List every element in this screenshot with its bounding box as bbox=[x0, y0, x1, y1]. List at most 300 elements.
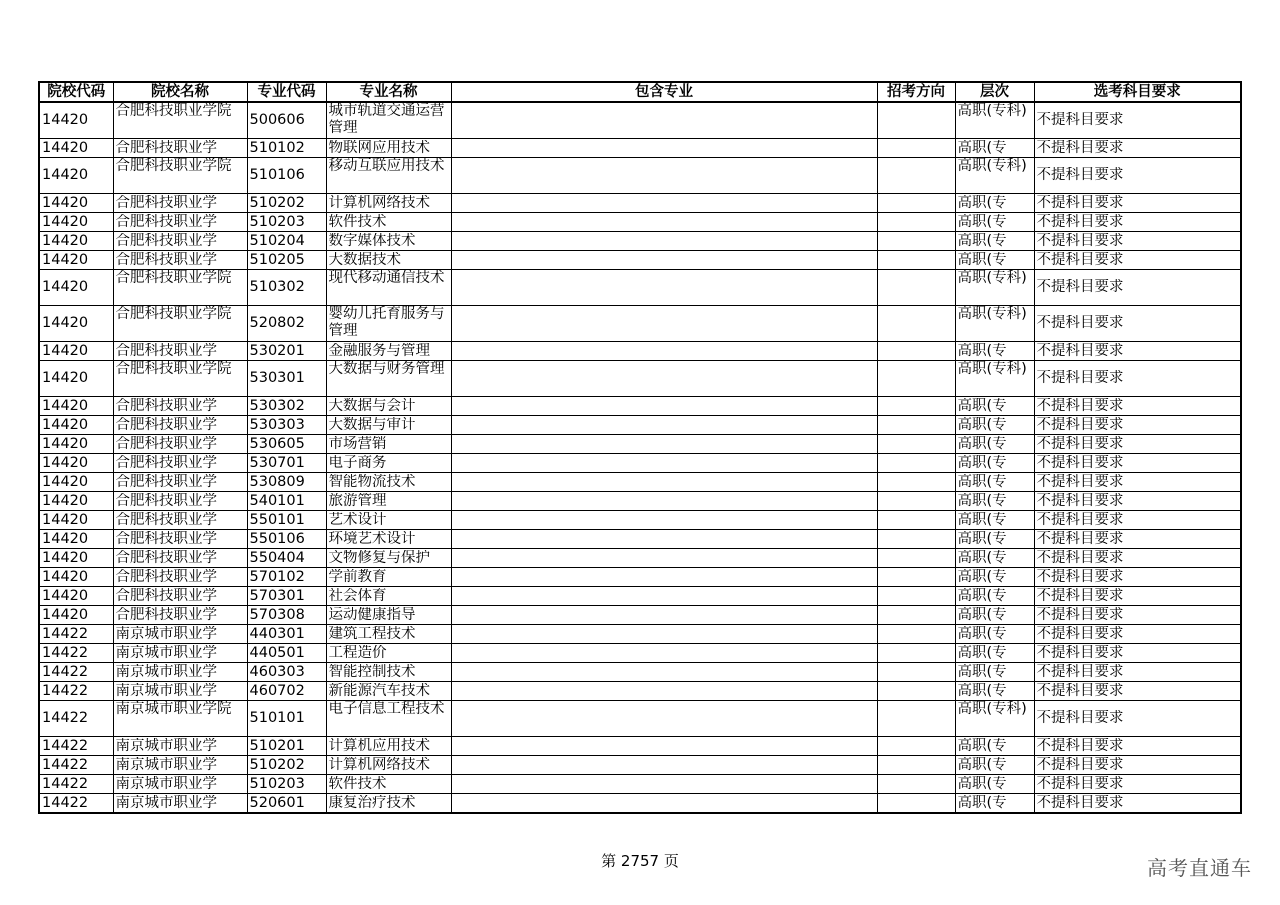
cell-school-name-text: 合肥科技职业学 bbox=[115, 492, 217, 509]
cell-subject-requirement bbox=[1034, 416, 1241, 435]
cell-direction bbox=[877, 794, 955, 814]
cell-major-name-text: 艺术设计 bbox=[328, 511, 387, 528]
cell-level-text: 高职(专 bbox=[957, 606, 1007, 623]
table-row bbox=[39, 361, 1241, 397]
cell-subject-requirement-text: 不提科目要求 bbox=[1036, 663, 1124, 680]
cell-major-name bbox=[326, 587, 451, 606]
cell-included-majors-text bbox=[454, 795, 877, 812]
cell-direction bbox=[877, 416, 955, 435]
cell-school-code-text: 14422 bbox=[42, 710, 89, 726]
cell-level bbox=[955, 397, 1034, 416]
cell-included-majors-text bbox=[454, 195, 877, 212]
table-row bbox=[39, 473, 1241, 492]
table-row bbox=[39, 492, 1241, 511]
cell-direction bbox=[877, 102, 955, 139]
cell-school-code-text: 14420 bbox=[42, 167, 89, 183]
cell-subject-requirement bbox=[1034, 701, 1241, 737]
cell-school-code bbox=[39, 775, 113, 794]
cell-subject-requirement bbox=[1034, 194, 1241, 213]
cell-major-name-text: 计算机网络技术 bbox=[328, 756, 430, 773]
cell-major-code bbox=[247, 102, 326, 139]
cell-subject-requirement bbox=[1034, 756, 1241, 775]
cell-subject-requirement bbox=[1034, 397, 1241, 416]
cell-level-text: 高职(专 bbox=[957, 644, 1007, 661]
cell-major-code-text: 520802 bbox=[249, 315, 305, 331]
watermark-logo-text: 高考直通车 bbox=[1147, 856, 1252, 880]
cell-major-name-text: 文物修复与保护 bbox=[328, 549, 430, 566]
cell-major-code-text: 520601 bbox=[249, 794, 305, 811]
cell-major-code-text: 510204 bbox=[249, 232, 305, 249]
cell-major-name bbox=[326, 737, 451, 756]
cell-direction bbox=[877, 454, 955, 473]
cell-subject-requirement-text: 不提科目要求 bbox=[1036, 737, 1124, 754]
cell-major-code-text: 510302 bbox=[249, 279, 305, 295]
page-number: 第 2757 页 bbox=[601, 852, 679, 870]
table-row bbox=[39, 454, 1241, 473]
cell-major-name-text: 大数据技术 bbox=[328, 251, 401, 268]
table-row bbox=[39, 511, 1241, 530]
cell-school-name-text: 合肥科技职业学院 bbox=[115, 361, 232, 377]
cell-included-majors bbox=[451, 454, 877, 473]
cell-major-name-text: 移动互联应用技术 bbox=[328, 158, 445, 174]
cell-school-code-text: 14422 bbox=[42, 737, 89, 754]
cell-direction-text bbox=[880, 607, 955, 624]
cell-school-code-text: 14420 bbox=[42, 435, 89, 452]
cell-included-majors bbox=[451, 625, 877, 644]
cell-level bbox=[955, 587, 1034, 606]
table-row bbox=[39, 213, 1241, 232]
cell-major-code bbox=[247, 756, 326, 775]
cell-school-name bbox=[113, 232, 247, 251]
cell-major-code bbox=[247, 568, 326, 587]
cell-level-text: 高职(专 bbox=[957, 530, 1007, 547]
cell-level-text: 高职(专科) bbox=[957, 361, 1027, 377]
cell-major-code-text: 530201 bbox=[249, 342, 305, 359]
cell-direction-text bbox=[880, 417, 955, 434]
cell-school-name bbox=[113, 416, 247, 435]
cell-school-name-text: 合肥科技职业学 bbox=[115, 530, 217, 547]
cell-included-majors bbox=[451, 492, 877, 511]
cell-school-name-text: 合肥科技职业学 bbox=[115, 139, 217, 156]
cell-direction-text bbox=[880, 455, 955, 472]
cell-school-name bbox=[113, 663, 247, 682]
cell-subject-requirement-text: 不提科目要求 bbox=[1036, 194, 1124, 211]
cell-direction-text bbox=[880, 512, 955, 529]
cell-level bbox=[955, 737, 1034, 756]
cell-major-code-text: 570102 bbox=[249, 568, 305, 585]
cell-included-majors bbox=[451, 794, 877, 814]
cell-level bbox=[955, 102, 1034, 139]
cell-direction-text bbox=[880, 531, 955, 548]
cell-level bbox=[955, 232, 1034, 251]
cell-direction-text bbox=[880, 436, 955, 453]
cell-subject-requirement bbox=[1034, 682, 1241, 701]
cell-included-majors bbox=[451, 213, 877, 232]
cell-school-name bbox=[113, 644, 247, 663]
cell-school-code bbox=[39, 737, 113, 756]
cell-included-majors-text bbox=[454, 607, 877, 624]
cell-direction bbox=[877, 549, 955, 568]
cell-school-code bbox=[39, 454, 113, 473]
cell-level bbox=[955, 511, 1034, 530]
cell-school-name-text: 合肥科技职业学 bbox=[115, 511, 217, 528]
table-row bbox=[39, 435, 1241, 454]
cell-included-majors-text bbox=[454, 645, 877, 662]
cell-subject-requirement bbox=[1034, 606, 1241, 625]
cell-level-text: 高职(专科) bbox=[957, 158, 1027, 174]
table-row bbox=[39, 232, 1241, 251]
cell-level-text: 高职(专 bbox=[957, 794, 1007, 811]
cell-major-name bbox=[326, 139, 451, 158]
cell-included-majors-text bbox=[454, 436, 877, 453]
cell-major-code-text: 510106 bbox=[249, 167, 305, 183]
cell-included-majors bbox=[451, 158, 877, 194]
cell-major-name-text: 物联网应用技术 bbox=[328, 139, 430, 156]
cell-major-code bbox=[247, 663, 326, 682]
cell-level bbox=[955, 194, 1034, 213]
table-body bbox=[39, 102, 1241, 813]
cell-included-majors bbox=[451, 737, 877, 756]
cell-subject-requirement-text: 不提科目要求 bbox=[1036, 625, 1124, 642]
cell-major-code-text: 510101 bbox=[249, 710, 305, 726]
cell-level-text: 高职(专 bbox=[957, 737, 1007, 754]
cell-direction-text bbox=[880, 757, 955, 774]
cell-school-code-text: 14420 bbox=[42, 454, 89, 471]
cell-subject-requirement bbox=[1034, 342, 1241, 361]
cell-school-name-text: 合肥科技职业学 bbox=[115, 251, 217, 268]
cell-school-name-text: 南京城市职业学 bbox=[115, 775, 217, 792]
cell-major-name-text: 计算机应用技术 bbox=[328, 737, 430, 754]
cell-included-majors bbox=[451, 775, 877, 794]
cell-school-name bbox=[113, 794, 247, 814]
cell-school-code bbox=[39, 644, 113, 663]
cell-level bbox=[955, 606, 1034, 625]
cell-subject-requirement bbox=[1034, 492, 1241, 511]
cell-major-code-text: 550106 bbox=[249, 530, 305, 547]
cell-level bbox=[955, 663, 1034, 682]
cell-major-code-text: 530701 bbox=[249, 454, 305, 471]
cell-school-code-text: 14422 bbox=[42, 625, 89, 642]
cell-subject-requirement-text: 不提科目要求 bbox=[1036, 454, 1124, 471]
cell-subject-requirement-text: 不提科目要求 bbox=[1036, 473, 1124, 490]
cell-school-name bbox=[113, 139, 247, 158]
cell-major-name bbox=[326, 644, 451, 663]
cell-major-code-text: 530303 bbox=[249, 416, 305, 433]
cell-subject-requirement-text: 不提科目要求 bbox=[1036, 342, 1124, 359]
cell-direction bbox=[877, 587, 955, 606]
cell-level-text: 高职(专 bbox=[957, 213, 1007, 230]
cell-school-code-text: 14420 bbox=[42, 112, 89, 128]
cell-direction-text bbox=[880, 683, 955, 700]
table-row bbox=[39, 775, 1241, 794]
cell-included-majors bbox=[451, 473, 877, 492]
cell-included-majors-text bbox=[454, 233, 877, 250]
cell-major-code-text: 530301 bbox=[249, 370, 305, 386]
admissions-table bbox=[38, 81, 1242, 814]
table-row bbox=[39, 663, 1241, 682]
cell-included-majors bbox=[451, 342, 877, 361]
cell-subject-requirement-text: 不提科目要求 bbox=[1036, 568, 1124, 585]
cell-major-name-text: 大数据与会计 bbox=[328, 397, 416, 414]
cell-major-code-text: 460702 bbox=[249, 682, 305, 699]
cell-subject-requirement bbox=[1034, 232, 1241, 251]
cell-included-majors bbox=[451, 232, 877, 251]
cell-school-name bbox=[113, 530, 247, 549]
cell-direction-text bbox=[880, 795, 955, 812]
cell-subject-requirement bbox=[1034, 270, 1241, 306]
cell-major-code-text: 530302 bbox=[249, 397, 305, 414]
cell-included-majors bbox=[451, 606, 877, 625]
cell-major-code-text: 550404 bbox=[249, 549, 305, 566]
cell-level bbox=[955, 454, 1034, 473]
cell-major-name-text: 康复治疗技术 bbox=[328, 794, 416, 811]
cell-direction bbox=[877, 361, 955, 397]
cell-school-code bbox=[39, 756, 113, 775]
cell-direction bbox=[877, 213, 955, 232]
cell-major-name bbox=[326, 416, 451, 435]
cell-direction bbox=[877, 158, 955, 194]
cell-major-code bbox=[247, 473, 326, 492]
cell-subject-requirement bbox=[1034, 139, 1241, 158]
cell-direction-text bbox=[880, 252, 955, 269]
cell-school-code-text: 14420 bbox=[42, 194, 89, 211]
cell-subject-requirement bbox=[1034, 587, 1241, 606]
cell-school-name-text: 合肥科技职业学 bbox=[115, 232, 217, 249]
cell-major-code bbox=[247, 625, 326, 644]
cell-major-name bbox=[326, 794, 451, 814]
cell-major-code bbox=[247, 587, 326, 606]
cell-level-text: 高职(专 bbox=[957, 756, 1007, 773]
cell-major-code bbox=[247, 511, 326, 530]
cell-direction-text bbox=[880, 140, 955, 157]
cell-school-name bbox=[113, 625, 247, 644]
cell-included-majors-text bbox=[454, 588, 877, 605]
cell-subject-requirement bbox=[1034, 213, 1241, 232]
cell-school-name-text: 合肥科技职业学院 bbox=[115, 158, 232, 174]
cell-major-name bbox=[326, 492, 451, 511]
cell-school-name bbox=[113, 397, 247, 416]
cell-major-name-text: 大数据与审计 bbox=[328, 416, 416, 433]
cell-level bbox=[955, 549, 1034, 568]
cell-major-code bbox=[247, 270, 326, 306]
cell-school-code-text: 14420 bbox=[42, 279, 89, 295]
cell-school-code bbox=[39, 416, 113, 435]
cell-direction-text bbox=[880, 474, 955, 491]
cell-school-name-text: 合肥科技职业学 bbox=[115, 194, 217, 211]
cell-major-code bbox=[247, 158, 326, 194]
cell-level-text: 高职(专 bbox=[957, 549, 1007, 566]
cell-direction-text bbox=[880, 664, 955, 681]
cell-level bbox=[955, 270, 1034, 306]
cell-major-code bbox=[247, 737, 326, 756]
cell-major-name-text: 计算机网络技术 bbox=[328, 194, 430, 211]
cell-school-code-text: 14420 bbox=[42, 315, 89, 331]
cell-school-name-text: 合肥科技职业学 bbox=[115, 435, 217, 452]
cell-subject-requirement-text: 不提科目要求 bbox=[1036, 511, 1124, 528]
cell-major-code-text: 440301 bbox=[249, 625, 305, 642]
cell-school-code bbox=[39, 435, 113, 454]
cell-direction bbox=[877, 663, 955, 682]
cell-included-majors-text bbox=[454, 626, 877, 643]
cell-subject-requirement-text: 不提科目要求 bbox=[1036, 682, 1124, 699]
cell-level-text: 高职(专 bbox=[957, 473, 1007, 490]
cell-school-name-text: 合肥科技职业学 bbox=[115, 587, 217, 604]
table-row bbox=[39, 625, 1241, 644]
cell-included-majors-text bbox=[454, 664, 877, 681]
cell-major-code bbox=[247, 454, 326, 473]
cell-major-code bbox=[247, 549, 326, 568]
cell-school-name-text: 南京城市职业学 bbox=[115, 737, 217, 754]
cell-school-code bbox=[39, 794, 113, 814]
cell-school-name-text: 合肥科技职业学 bbox=[115, 342, 217, 359]
cell-school-code-text: 14420 bbox=[42, 492, 89, 509]
cell-school-code bbox=[39, 102, 113, 139]
cell-subject-requirement-text: 不提科目要求 bbox=[1036, 232, 1124, 249]
cell-major-code bbox=[247, 251, 326, 270]
col-header-major-name: 专业名称 bbox=[326, 82, 451, 102]
cell-major-name bbox=[326, 701, 451, 737]
cell-subject-requirement-text: 不提科目要求 bbox=[1036, 416, 1124, 433]
cell-school-name bbox=[113, 775, 247, 794]
table-row bbox=[39, 306, 1241, 342]
cell-level bbox=[955, 644, 1034, 663]
cell-included-majors bbox=[451, 756, 877, 775]
cell-included-majors bbox=[451, 511, 877, 530]
cell-major-code bbox=[247, 682, 326, 701]
cell-major-name bbox=[326, 232, 451, 251]
cell-school-code-text: 14420 bbox=[42, 568, 89, 585]
table-row bbox=[39, 587, 1241, 606]
cell-included-majors-text bbox=[454, 493, 877, 510]
cell-level bbox=[955, 682, 1034, 701]
cell-school-code-text: 14420 bbox=[42, 342, 89, 359]
table-row bbox=[39, 102, 1241, 139]
cell-major-code bbox=[247, 701, 326, 737]
cell-included-majors bbox=[451, 644, 877, 663]
cell-included-majors-text bbox=[454, 776, 877, 793]
cell-school-name bbox=[113, 213, 247, 232]
col-header-major-code: 专业代码 bbox=[247, 82, 326, 102]
cell-direction-text bbox=[880, 343, 955, 360]
cell-subject-requirement-text: 不提科目要求 bbox=[1036, 606, 1124, 623]
cell-major-code bbox=[247, 232, 326, 251]
cell-major-name bbox=[326, 435, 451, 454]
cell-major-name bbox=[326, 663, 451, 682]
table-row bbox=[39, 794, 1241, 814]
col-header-school-code: 院校代码 bbox=[39, 82, 113, 102]
cell-school-code-text: 14422 bbox=[42, 682, 89, 699]
cell-direction bbox=[877, 492, 955, 511]
cell-subject-requirement-text: 不提科目要求 bbox=[1036, 794, 1124, 811]
table-row bbox=[39, 194, 1241, 213]
cell-major-name-text: 智能物流技术 bbox=[328, 473, 416, 490]
cell-direction bbox=[877, 737, 955, 756]
cell-school-code bbox=[39, 663, 113, 682]
cell-level-text: 高职(专 bbox=[957, 775, 1007, 792]
cell-school-code bbox=[39, 306, 113, 342]
cell-major-code-text: 500606 bbox=[249, 112, 305, 128]
cell-school-name bbox=[113, 306, 247, 342]
cell-school-code bbox=[39, 139, 113, 158]
cell-subject-requirement-text: 不提科目要求 bbox=[1036, 279, 1124, 295]
cell-level bbox=[955, 435, 1034, 454]
cell-school-name bbox=[113, 251, 247, 270]
cell-included-majors bbox=[451, 682, 877, 701]
cell-major-code-text: 510102 bbox=[249, 139, 305, 156]
table-row bbox=[39, 682, 1241, 701]
cell-included-majors bbox=[451, 701, 877, 737]
table-row bbox=[39, 158, 1241, 194]
cell-included-majors bbox=[451, 587, 877, 606]
cell-school-code bbox=[39, 270, 113, 306]
cell-level bbox=[955, 342, 1034, 361]
cell-school-name-text: 合肥科技职业学 bbox=[115, 454, 217, 471]
cell-level-text: 高职(专 bbox=[957, 511, 1007, 528]
cell-subject-requirement bbox=[1034, 158, 1241, 194]
cell-school-name bbox=[113, 606, 247, 625]
cell-direction bbox=[877, 251, 955, 270]
cell-major-name bbox=[326, 342, 451, 361]
cell-major-code bbox=[247, 775, 326, 794]
cell-subject-requirement-text: 不提科目要求 bbox=[1036, 549, 1124, 566]
cell-school-name bbox=[113, 587, 247, 606]
cell-level-text: 高职(专 bbox=[957, 568, 1007, 585]
cell-major-code-text: 530809 bbox=[249, 473, 305, 490]
cell-level-text: 高职(专科) bbox=[957, 306, 1027, 322]
cell-included-majors-text bbox=[454, 738, 877, 755]
cell-school-name bbox=[113, 492, 247, 511]
cell-major-name-text: 城市轨道交通运营管理 bbox=[328, 103, 445, 136]
cell-school-name bbox=[113, 701, 247, 737]
cell-major-name-text: 建筑工程技术 bbox=[328, 625, 416, 642]
cell-level-text: 高职(专 bbox=[957, 663, 1007, 680]
cell-level bbox=[955, 530, 1034, 549]
cell-major-name-text: 大数据与财务管理 bbox=[328, 361, 445, 377]
cell-school-code bbox=[39, 361, 113, 397]
cell-direction bbox=[877, 397, 955, 416]
cell-school-name-text: 南京城市职业学院 bbox=[115, 701, 232, 717]
cell-school-code bbox=[39, 158, 113, 194]
cell-school-code-text: 14422 bbox=[42, 794, 89, 811]
cell-school-code bbox=[39, 194, 113, 213]
table-row bbox=[39, 606, 1241, 625]
table-row bbox=[39, 342, 1241, 361]
cell-direction bbox=[877, 606, 955, 625]
cell-level bbox=[955, 158, 1034, 194]
cell-subject-requirement-text: 不提科目要求 bbox=[1036, 397, 1124, 414]
cell-school-code-text: 14420 bbox=[42, 530, 89, 547]
cell-major-name bbox=[326, 158, 451, 194]
cell-major-name bbox=[326, 473, 451, 492]
cell-direction bbox=[877, 530, 955, 549]
cell-school-code bbox=[39, 587, 113, 606]
table-row bbox=[39, 549, 1241, 568]
cell-subject-requirement-text: 不提科目要求 bbox=[1036, 251, 1124, 268]
cell-major-name bbox=[326, 549, 451, 568]
cell-subject-requirement bbox=[1034, 530, 1241, 549]
cell-level-text: 高职(专 bbox=[957, 435, 1007, 452]
cell-school-name-text: 合肥科技职业学 bbox=[115, 213, 217, 230]
cell-major-name bbox=[326, 568, 451, 587]
cell-included-majors bbox=[451, 568, 877, 587]
cell-major-code bbox=[247, 194, 326, 213]
cell-school-code-text: 14420 bbox=[42, 549, 89, 566]
cell-school-name-text: 合肥科技职业学 bbox=[115, 606, 217, 623]
cell-subject-requirement bbox=[1034, 644, 1241, 663]
cell-school-code bbox=[39, 530, 113, 549]
col-header-included-majors: 包含专业 bbox=[451, 82, 877, 102]
cell-subject-requirement-text: 不提科目要求 bbox=[1036, 315, 1124, 331]
